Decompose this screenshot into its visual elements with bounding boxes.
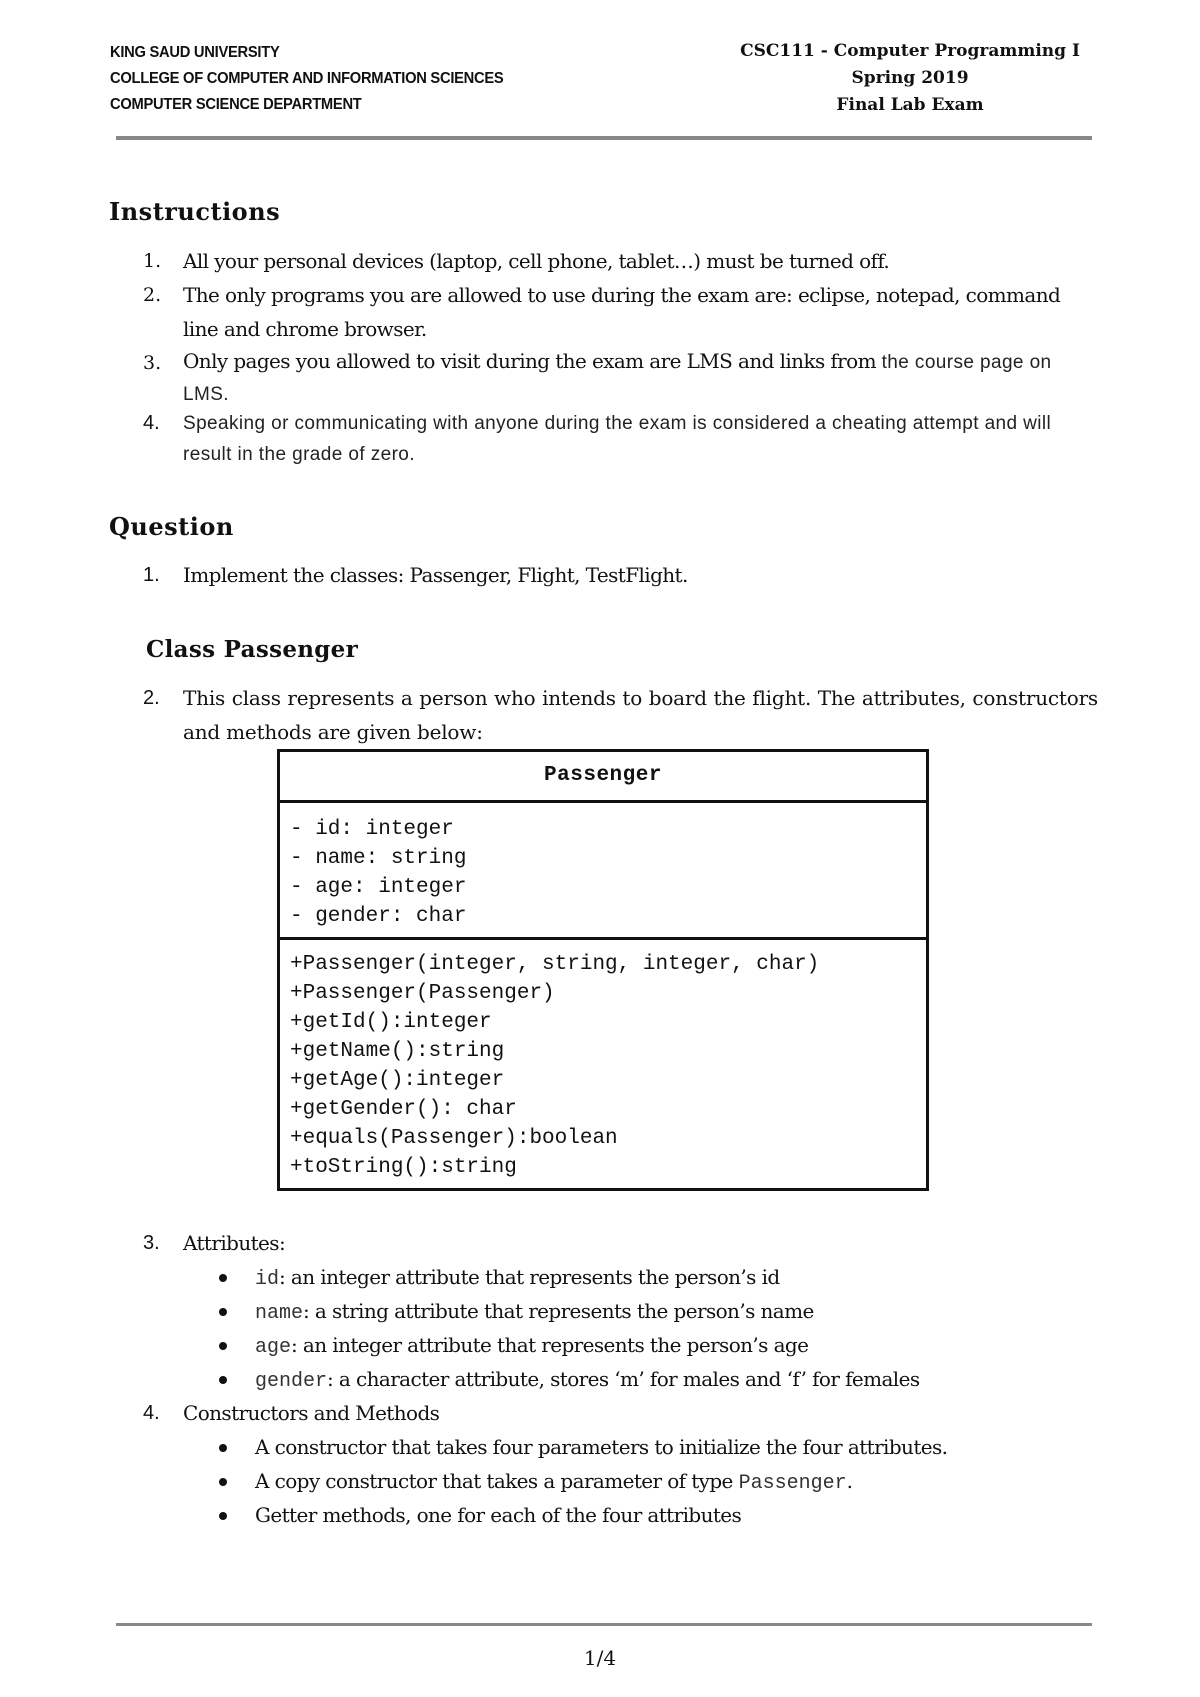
bullet-icon	[219, 1478, 227, 1486]
uml-method: +Passenger(integer, string, integer, char)	[290, 953, 820, 976]
course-title: CSC111 - Computer Programming I	[740, 41, 1080, 61]
uml-attribute: - id: integer	[290, 818, 454, 841]
attributes-item	[143, 1226, 1098, 1260]
bullet-text: A constructor that takes four parameters to initialize the four attributes.	[255, 1435, 948, 1459]
list-item	[215, 1328, 1115, 1362]
list-item	[215, 1430, 1115, 1464]
uml-method: +Passenger(Passenger)	[290, 982, 555, 1005]
list-item	[215, 1498, 1115, 1532]
item-text: The only programs you are allowed to use during the exam are: eclipse, notepad, command line and chrome browser.	[183, 283, 1061, 341]
item-text: This class represents a person who intends to board the flight. The attributes, constructors and methods are given below:	[183, 686, 1098, 744]
bullet-text: .	[846, 1469, 853, 1493]
instruction-item-3	[143, 346, 1098, 410]
item-number: 1.	[143, 250, 162, 272]
attribute-name: gender	[255, 1370, 328, 1393]
list-item	[215, 1362, 1115, 1396]
item-text	[183, 346, 1098, 410]
bullet-icon	[219, 1308, 227, 1316]
header-divider	[116, 136, 1092, 140]
semester: Spring 2019	[851, 68, 969, 88]
uml-attribute: - gender: char	[290, 905, 467, 928]
constructors-item	[143, 1396, 1098, 1430]
list-item	[215, 1294, 1115, 1328]
question-heading: Question	[109, 512, 234, 541]
instruction-item-1	[143, 244, 1098, 278]
page-number: 1/4	[583, 1646, 617, 1670]
list-item	[215, 1464, 1115, 1498]
attribute-description: : an integer attribute that represents the person’s id	[279, 1265, 780, 1289]
item-number: 2.	[143, 687, 160, 709]
instruction-item-2	[143, 278, 1098, 346]
item-text: Speaking or communicating with anyone during the exam is considered a cheating attempt and will result in the grade of zero.	[183, 413, 1052, 465]
attribute-name: age	[255, 1336, 292, 1359]
uml-class-name: Passenger	[280, 752, 926, 803]
list-item	[215, 1260, 1115, 1294]
university-header	[110, 40, 503, 118]
uml-method: +toString():string	[290, 1156, 517, 1179]
item-text-part-a: Only pages you allowed to visit during the exam are LMS and links from	[183, 349, 876, 373]
item-text: Attributes:	[183, 1231, 286, 1255]
attribute-description: : an integer attribute that represents the person’s age	[291, 1333, 809, 1357]
attributes-bullet-list	[215, 1260, 1115, 1396]
instructions-heading: Instructions	[109, 197, 281, 226]
bullet-icon	[219, 1512, 227, 1520]
bullet-icon	[219, 1444, 227, 1452]
type-name: Passenger	[738, 1472, 847, 1495]
department-name: COMPUTER SCIENCE DEPARTMENT	[110, 96, 362, 113]
instruction-item-4	[143, 408, 1098, 470]
bullet-text: Getter methods, one for each of the four attributes	[255, 1503, 742, 1527]
item-number: 1.	[143, 564, 160, 586]
item-text: All your personal devices (laptop, cell phone, tablet…) must be turned off.	[183, 249, 890, 273]
bullet-icon	[219, 1376, 227, 1384]
uml-method: +getAge():integer	[290, 1069, 505, 1092]
exam-title: Final Lab Exam	[836, 95, 984, 115]
class-passenger-heading: Class Passenger	[146, 636, 359, 663]
footer-divider	[116, 1623, 1092, 1626]
uml-method: +getId():integer	[290, 1011, 492, 1034]
item-number: 3.	[143, 352, 162, 374]
attribute-description: : a string attribute that represents the person’s name	[303, 1299, 814, 1323]
uml-methods	[280, 937, 926, 1188]
attribute-name: name	[255, 1302, 304, 1325]
uml-method: +equals(Passenger):boolean	[290, 1127, 618, 1150]
course-header	[720, 38, 1100, 119]
item-number: 4.	[143, 1402, 160, 1424]
question-item-2	[143, 681, 1098, 749]
item-number: 4.	[143, 412, 160, 434]
attribute-description: : a character attribute, stores ‘m’ for males and ‘f’ for females	[327, 1367, 920, 1391]
university-name: KING SAUD UNIVERSITY	[110, 44, 280, 61]
item-text: Constructors and Methods	[183, 1401, 440, 1425]
item-number: 3.	[143, 1232, 160, 1254]
attribute-name: id	[255, 1268, 280, 1291]
college-name: COLLEGE OF COMPUTER AND INFORMATION SCIENCES	[110, 70, 504, 87]
item-text: Implement the classes: Passenger, Flight, TestFlight.	[183, 563, 688, 587]
question-item-1	[143, 558, 1098, 592]
uml-method: +getName():string	[290, 1040, 505, 1063]
uml-method: +getGender(): char	[290, 1098, 517, 1121]
uml-class-diagram	[277, 749, 929, 1191]
uml-attribute: - age: integer	[290, 876, 467, 899]
bullet-text: A copy constructor that takes a parameter of type	[255, 1469, 739, 1493]
bullet-icon	[219, 1274, 227, 1282]
bullet-icon	[219, 1342, 227, 1350]
constructors-bullet-list	[215, 1430, 1115, 1532]
item-number: 2.	[143, 284, 162, 306]
uml-attribute: - name: string	[290, 847, 467, 870]
item-text-part-b: the course page on LMS.	[183, 352, 1052, 405]
uml-attributes	[280, 803, 926, 937]
